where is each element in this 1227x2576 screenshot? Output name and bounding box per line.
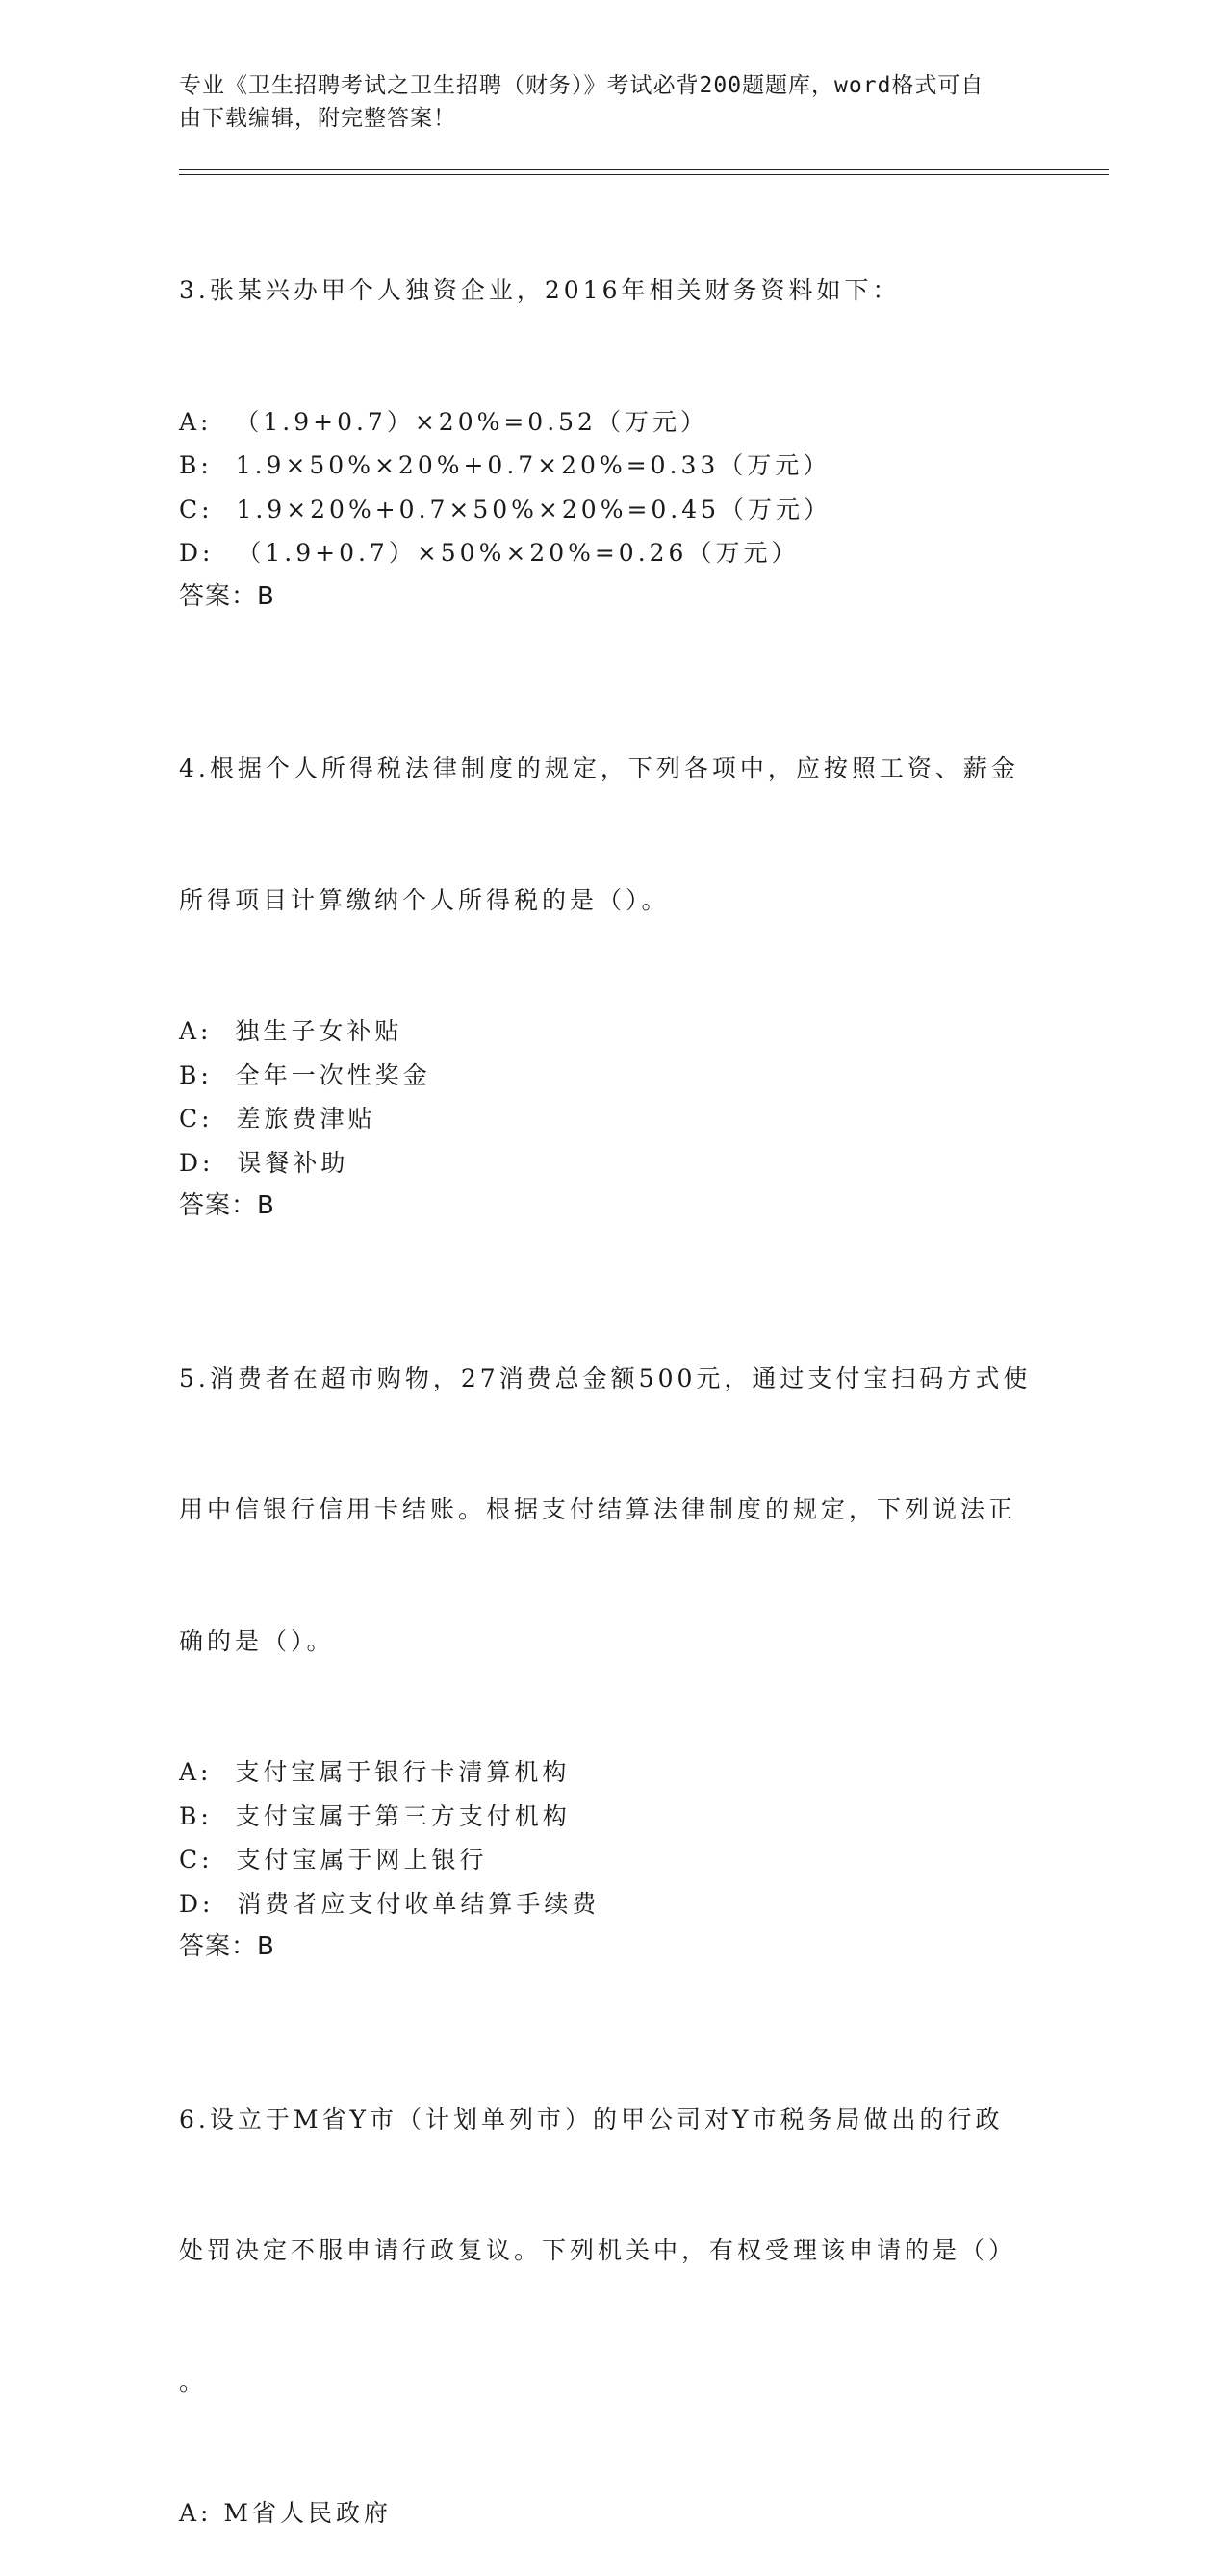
stem-line: 3.张某兴办甲个人独资企业，2016年相关财务资料如下： [179,276,901,304]
question-5 [179,1269,1035,1970]
question-list [179,181,1035,2576]
question-stem [179,181,1035,400]
option-b: B: 全年一次性奖金 [179,1060,431,1089]
header-note-line-2: 由下载编辑，附完整答案！ [179,106,456,131]
answer-label: 答案：B [179,581,275,611]
option-c: C: 差旅费津贴 [179,1105,376,1133]
stem-line: 用中信银行信用卡结账。根据支付结算法律制度的规定，下列说法正 [179,1495,1017,1523]
header-note-line-1: 专业《卫生招聘考试之卫生招聘（财务）》考试必背200题题库，word格式可自 [179,73,984,98]
option-a: A: 独生子女补贴 [179,1017,403,1045]
option-b: B: 支付宝属于第三方支付机构 [179,1801,571,1830]
answer-label: 答案：B [179,1191,275,1220]
option-d: D: 误餐补助 [179,1148,349,1177]
stem-line: 。 [179,2367,208,2396]
question-stem [179,659,1035,1009]
answer-label: 答案：B [179,1932,275,1961]
question-3 [179,181,1035,619]
stem-line: 6.设立于M省Y市（计划单列市）的甲公司对Y市税务局做出的行政 [179,2104,1004,2133]
option-d: D: 消费者应支付收单结算手续费 [179,1889,601,1918]
option-d: D: （1.9+0.7）×50%×20%=0.26（万元） [179,539,800,567]
option-c: C: 支付宝属于网上银行 [179,1846,488,1874]
header-note [179,69,1026,135]
option-b: B: 1.9×50%×20%+0.7×20%=0.33（万元） [179,451,831,479]
question-4 [179,659,1035,1229]
question-stem [179,2010,1035,2492]
header-divider-top [179,169,1109,170]
stem-line: 4.根据个人所得税法律制度的规定，下列各项中，应按照工资、薪金 [179,754,1019,782]
option-c: C: 1.9×20%+0.7×50%×20%=0.45（万元） [179,495,832,523]
stem-line: 确的是（）。 [179,1626,335,1655]
stem-line: 所得项目计算缴纳个人所得税的是（）。 [179,885,670,914]
question-6 [179,2010,1035,2536]
option-a: A: M省人民政府 [179,2499,393,2527]
stem-line: 处罚决定不服申请行政复议。下列机关中，有权受理该申请的是（） [179,2236,1017,2264]
stem-line: 5.消费者在超市购物，27消费总金额500元，通过支付宝扫码方式使 [179,1364,1032,1392]
option-a: A: （1.9+0.7）×20%=0.52（万元） [179,407,708,436]
question-stem [179,1269,1035,1751]
header-divider-bottom [179,174,1109,175]
option-a: A: 支付宝属于银行卡清算机构 [179,1758,571,1786]
